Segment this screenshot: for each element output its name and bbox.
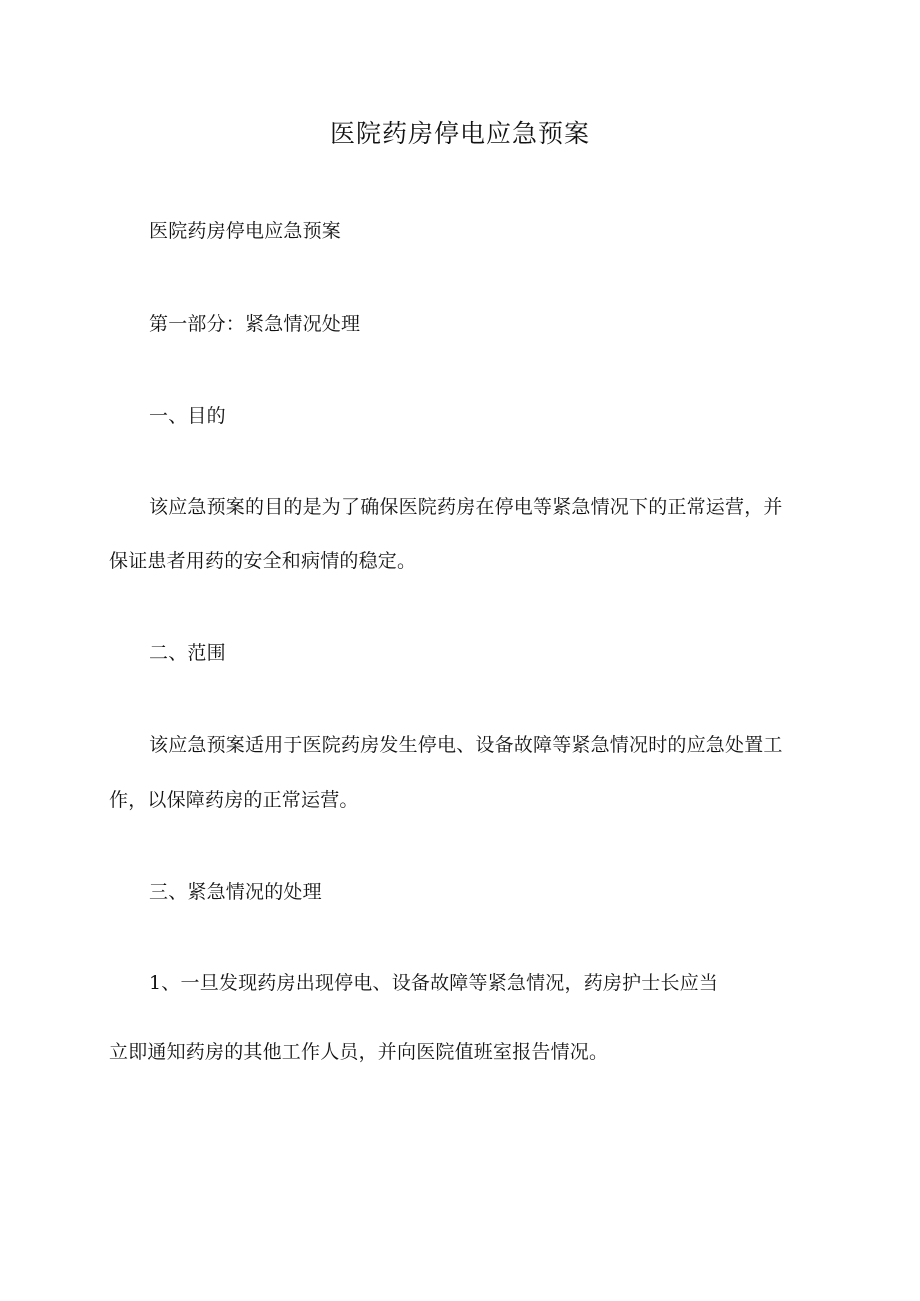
purpose-text-line-2: 保证患者用药的安全和病情的稳定。	[109, 550, 417, 572]
handling-item-1-line-2: 立即通知药房的其他工作人员，并向医院值班室报告情况。	[109, 1041, 609, 1063]
section-heading-handling: 三、紧急情况的处理	[149, 881, 322, 903]
part-heading: 第一部分：紧急情况处理	[149, 313, 361, 335]
document-title: 医院药房停电应急预案	[329, 119, 590, 148]
scope-text-line-1: 该应急预案适用于医院药房发生停电、设备故障等紧急情况时的应急处置工	[149, 734, 783, 756]
section-heading-scope: 二、范围	[149, 642, 226, 664]
subtitle-line: 医院药房停电应急预案	[149, 220, 342, 242]
handling-item-1-line-1: 1、一旦发现药房出现停电、设备故障等紧急情况，药房护士长应当	[149, 972, 719, 994]
scope-text-line-2: 作，以保障药房的正常运营。	[109, 789, 359, 811]
purpose-text-line-1: 该应急预案的目的是为了确保医院药房在停电等紧急情况下的正常运营，并	[149, 496, 783, 518]
section-heading-purpose: 一、目的	[149, 405, 226, 427]
